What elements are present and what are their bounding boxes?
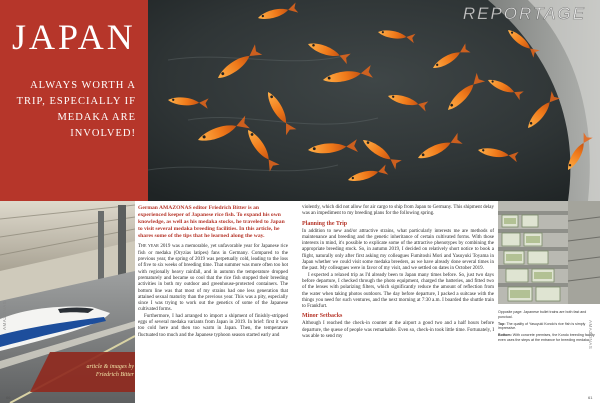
caption-top: Top: The quality of Yasuyuki Kondo's rice fish is simply impressive. xyxy=(498,321,586,330)
section-heading: Minor Setbacks xyxy=(302,313,343,320)
caption-bottom: Bottom: With concrete premises, the Kondo breeding facility even uses the steps at the entrance for breeding medaka. xyxy=(498,333,595,342)
byline xyxy=(30,364,134,379)
section-kicker: REPORTAGE xyxy=(462,4,586,23)
hero-medaka-photo xyxy=(148,0,600,201)
photo-captions xyxy=(498,310,596,345)
steps-tanks-illustration xyxy=(498,201,600,304)
article-paragraph: Furthermore, I had arranged to import a shipment of finishly-stripped eggs of several medaka variants from Japan in 2019. In brief: first it was too cold here and then too warm in Japan. Then, the temperature fluctuated too much and the Japanese typhoon season started early and xyxy=(138,313,288,338)
article-paragraph: I expected a relaxed trip as I'd already been to Japan many times before. So, just two days before departure, I checked through the photo equipment, charged the batteries, and fitted two of the lenses with polarizing filters, which significantly reduce the amount of reflection from the water when taking photos outdoors. The day before departure, I packed a suitcase with the things you need for such ventures, and the next morning at 7:30 a.m. I boarded the shuttle train to Frankfurt. xyxy=(302,272,494,310)
drop-lead-in: The year 2019 xyxy=(138,244,171,250)
magazine-margin-mark-left: AMAZONAS xyxy=(2,300,7,330)
title-panel xyxy=(0,0,148,201)
magazine-margin-mark-right: AMAZONAS xyxy=(588,320,593,350)
section-heading: Planning the Trip xyxy=(302,220,348,227)
caption-train: Opposite page: Japanese bullet trains are both fast and punctual. xyxy=(498,310,587,319)
article-subtitle: ALWAYS WORTH A TRIP, ESPECIALLY IF MEDAKA ARE INVOLVED! xyxy=(16,80,136,139)
article-title: JAPAN xyxy=(12,17,136,57)
article-paragraph: The year 2019 was a memorable, yet unfavorable year for Japanese rice fish or medaka (Oryzias latipes) fans in Germany. Compared to the previous year, the spring of 2019 was perpetually cold, leading to the loss of five to six weeks of breeding time. That summer was more often too hot with regionally heavy rainfall, and in autumn the temperature dropped prematurely and became so cool that the rice fish stopped their breeding activities in both my outdoor and greenhouse-protected containers. The bottom line was that most of my strains had one less generation that attained sexual maturity than the previous year. This was a pity, especially since I was trying to work out the genetics of some of the Japanese cultivated forms. xyxy=(138,244,288,313)
article-column-1 xyxy=(138,205,288,339)
page-number-right: 61 xyxy=(588,395,593,400)
article-lead: German AMAZONAS editor Friedrich Bitter is an experienced keeper of Japanese rice fish. To expand his own knowledge, as well as his medaka stocks, he traveled to Japan to visit several medaka breeding facilities. In this article, he shares some of the tips that he learned along the way. xyxy=(138,205,285,240)
article-paragraph: In addition to new and/or attractive strains, what particularly interests me are methods of maintenance and breeding and the genetic inheritance of certain cultivated forms. With those interests in mind, it's possible to explicate some of the attractive phenotypes by combining the appropriate breeding stock. So, in autumn 2019, I decided on relatively short notice to book a flight, naturally only after first asking my colleagues Fumitoshi Mori and Yasuyuki Toyama in Japan whether we could visit some medaka breeders, as we have already done several times in the past. My colleagues were in favor of my visit, and we settled on dates in October 2019. xyxy=(302,228,494,272)
breeding-tanks-photo xyxy=(498,201,600,304)
article-column-2 xyxy=(302,205,494,340)
byline-author: Friedrich Bitter xyxy=(95,371,134,378)
byline-credit: article & images by xyxy=(86,364,134,370)
page-number-left: 66 xyxy=(6,395,11,400)
article-paragraph: violently, which did not allow for air cargo to ship from Japan to Germany. This shipment delay was an impediment to my breeding plans for the following spring. xyxy=(302,205,494,217)
article-paragraph: Although I reached the check-in counter at the airport a good two and a half hours before departure, the queue of people was remarkable. Even so, check-in took little time. Fortunately, I was able to send my xyxy=(302,321,494,340)
medaka-pond-illustration xyxy=(148,0,600,201)
